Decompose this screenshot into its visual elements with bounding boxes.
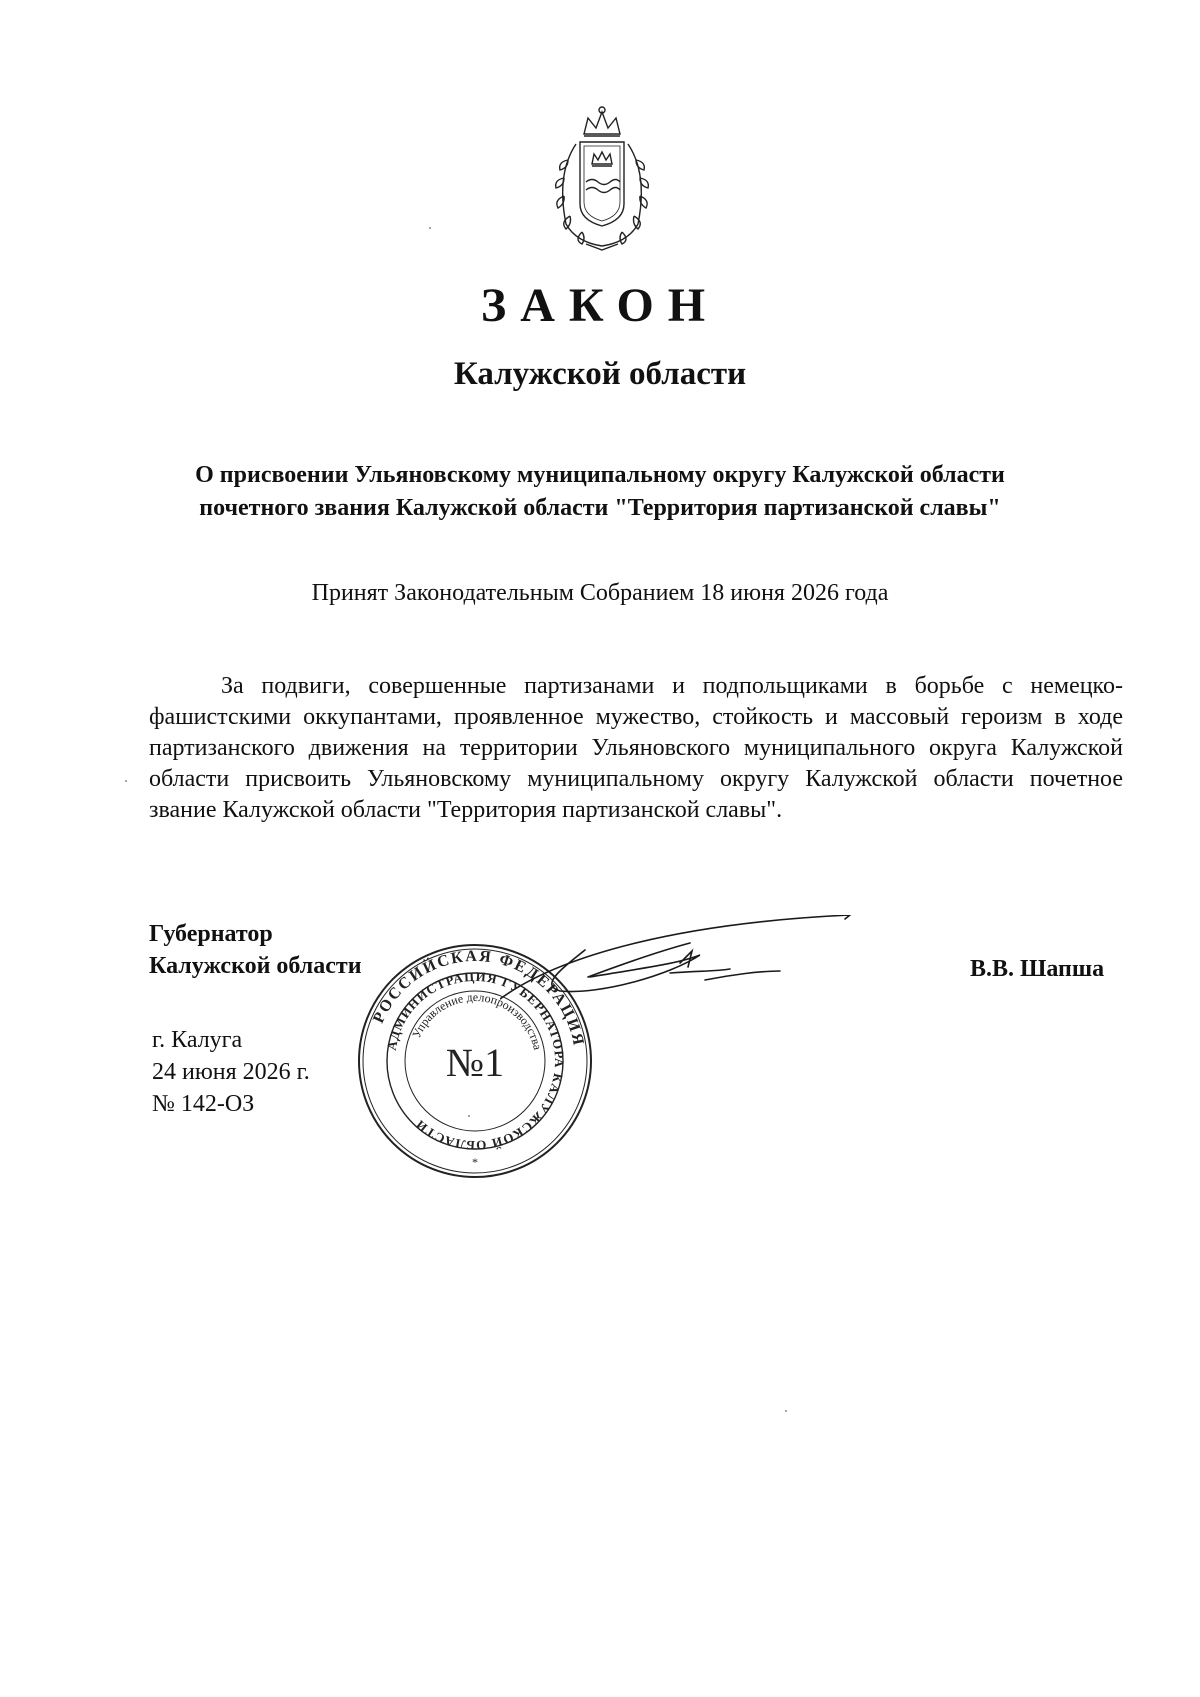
document-type-title: ЗАКОН: [480, 279, 720, 332]
law-number: № 142-ОЗ: [152, 1091, 255, 1117]
document-region-title: Калужской области: [453, 356, 747, 392]
signatory-title-line-1: Губернатор: [149, 921, 273, 947]
signatory-title: [149, 918, 362, 982]
handwritten-signature: [500, 915, 940, 1035]
signing-date: 24 июня 2026 г.: [152, 1059, 310, 1085]
stamp-inner-text: Управление делопроизводства: [409, 989, 545, 1052]
document-subject: [120, 459, 1080, 525]
stamp-outer-text: РОССИЙСКАЯ ФЕДЕРАЦИЯ: [370, 947, 588, 1049]
scan-speck: [468, 1115, 470, 1117]
signatory-title-line-2: Калужской области: [149, 953, 362, 979]
scan-speck: [125, 780, 127, 782]
adoption-line: Принят Законодательным Собранием 18 июня 2026 года: [311, 580, 889, 606]
signatory-name: В.В. Шапша: [970, 956, 1105, 982]
coat-of-arms-emblem: [546, 104, 658, 252]
place-date-block: [152, 1024, 310, 1120]
stamp-ring-text: АДМИНИСТРАЦИЯ ГУБЕРНАТОРА КАЛУЖСКОЙ ОБЛАСТИ: [383, 968, 568, 1154]
law-body-text: За подвиги, совершенные партизанами и подпольщиками в борьбе с немецко-фашистскими оккупантами, проявленное мужество, стойкость и массовый героизм в ходе партизанского движения на территории Ульяновского муниципального округа Калужской области присвоить Ульяновскому муниципальному округу Калужской области почетное звание Калужской области "Территория партизанской славы".: [149, 673, 1123, 823]
scan-speck: [785, 1410, 787, 1412]
subject-line-2: почетного звания Калужской области "Территория партизанской славы": [199, 495, 1001, 521]
stamp-star-icon: *: [472, 1155, 478, 1169]
subject-line-1: О присвоении Ульяновскому муниципальному округу Калужской области: [195, 462, 1005, 488]
place-city: г. Калуга: [152, 1027, 243, 1053]
scan-speck: [429, 227, 431, 229]
stamp-number: №1: [445, 1040, 505, 1085]
